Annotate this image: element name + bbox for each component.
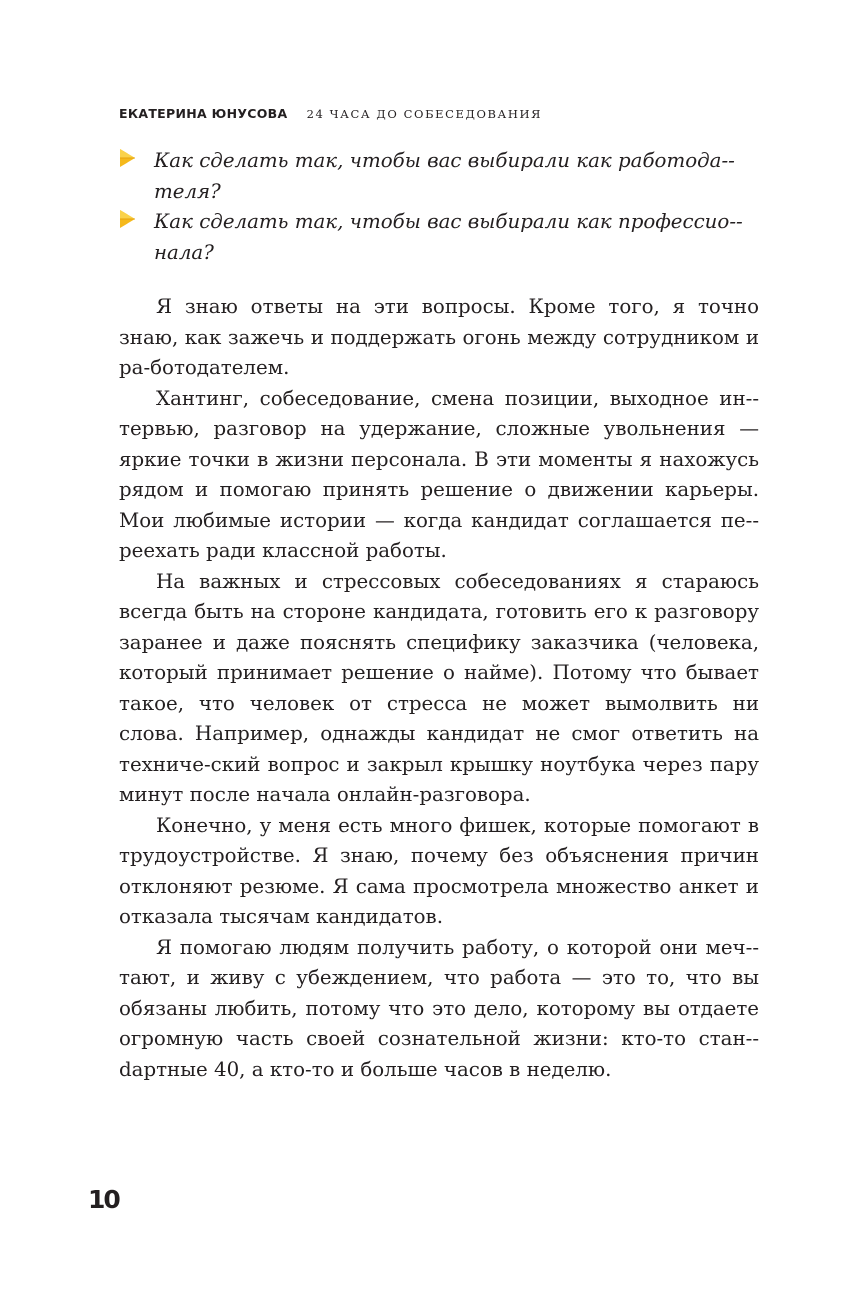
book-title: 24 ЧАСА ДО СОБЕСЕДОВАНИЯ <box>306 107 543 121</box>
question-list <box>119 146 759 268</box>
paragraph: Хантинг, собеседование, смена позиции, выходное ин-тервью, разговор на удержание, сложные увольнения — яркие точки в жизни персонала. В эти моменты я нахожусь рядом и помогаю принять решение о движении карьеры. Мои любимые истории — когда кандидат соглашается пе-реехать ради классной работы. <box>119 386 759 562</box>
question-item <box>119 146 759 207</box>
question-text: Как сделать так, чтобы вас выбирали как профессио-нала? <box>154 210 743 264</box>
page-number: 10 <box>88 1185 119 1214</box>
arrow-bullet-icon <box>119 209 136 229</box>
running-header <box>119 103 542 122</box>
body-text <box>119 292 759 1085</box>
paragraph: На важных и стрессовых собеседованиях я стараюсь всегда быть на стороне кандидата, готовить его к разговору заранее и даже пояснять специфику заказчика (человека, который принимает решение о найме). Потому что бывает такое, что человек от стресса не может вымолвить ни слова. Например, однажды кандидат не смог ответить на техниче-ский вопрос и закрыл крышку ноутбука через пару минут после начала онлайн-разговора. <box>119 569 759 806</box>
author-name: ЕКАТЕРИНА ЮНУСОВА <box>119 106 288 121</box>
question-text: Как сделать так, чтобы вас выбирали как работода-теля? <box>154 149 735 203</box>
paragraph: Конечно, у меня есть много фишек, которые помогают в трудоустройстве. Я знаю, почему без объяснения причин отклоняют резюме. Я сама просмотрела множество анкет и отказала тысячам кандидатов. <box>119 813 759 928</box>
paragraph: Я знаю ответы на эти вопросы. Кроме того, я точно знаю, как зажечь и поддержать огонь между сотрудником и ра-ботодателем. <box>119 295 759 379</box>
arrow-bullet-icon <box>119 148 136 168</box>
paragraph: Я помогаю людям получить работу, о которой они меч-тают, и живу с убеждением, что работа — это то, что вы обязаны любить, потому что это дело, которому вы отдаете огромную часть своей сознательной жизни: кто-то стан-dартные 40, а кто-то и больше часов в неделю. <box>119 935 759 1081</box>
question-item <box>119 207 759 268</box>
